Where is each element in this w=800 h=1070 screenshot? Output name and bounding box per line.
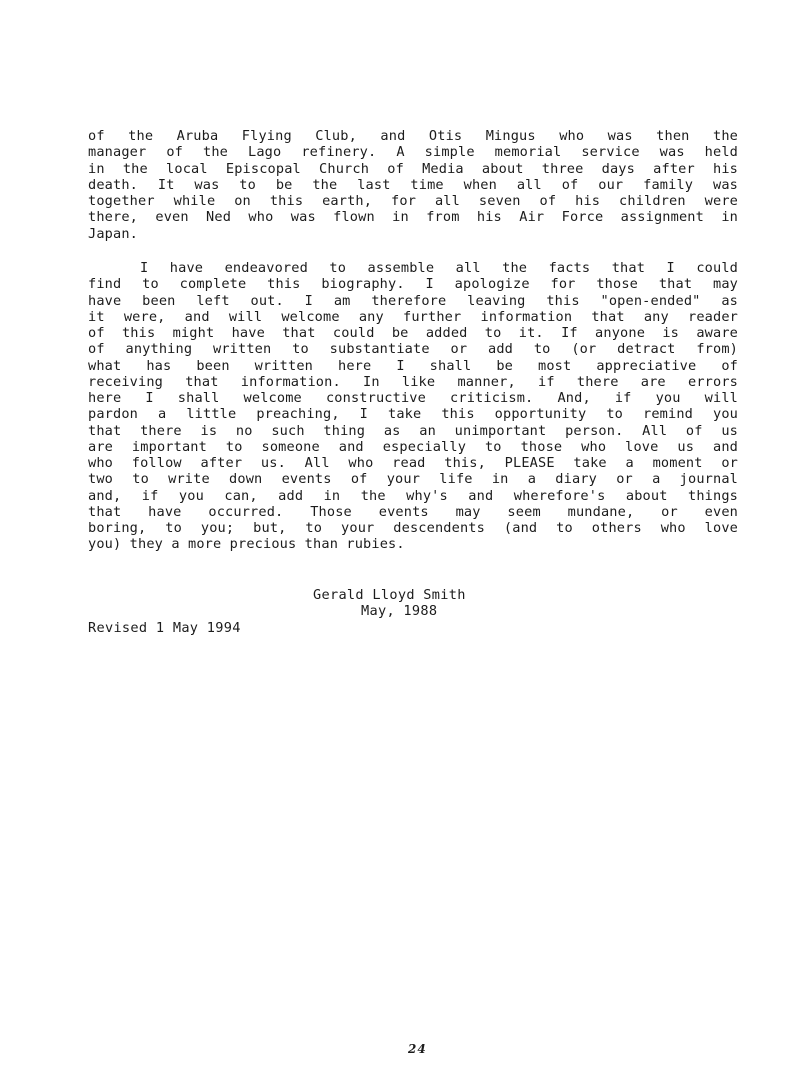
text-line: I have endeavored to assemble all the facts that I could bbox=[140, 260, 738, 276]
text-line: that there is no such thing as an unimportant person. All of us bbox=[88, 422, 738, 439]
text-line: are important to someone and especially to those who love us and bbox=[88, 438, 738, 455]
text-line: it were, and will welcome any further information that any reader bbox=[88, 308, 738, 325]
text-line: you) they a more precious than rubies. bbox=[88, 536, 405, 553]
text-line: there, even Ned who was flown in from his Air Force assignment in bbox=[88, 209, 738, 226]
text-line: boring, to you; but, to your descendents (and to others who love bbox=[88, 520, 738, 536]
text-line: of anything written to substantiate or add to (or detract from) bbox=[88, 341, 738, 358]
text-line: together while on this earth, for all seven of his children were bbox=[88, 193, 738, 209]
text-line: pardon a little preaching, I take this opportunity to remind you bbox=[88, 406, 738, 423]
text-line: who follow after us. All who read this, PLEASE take a moment or bbox=[88, 455, 738, 471]
signature-date: May, 1988 bbox=[361, 603, 438, 619]
paragraph-closing bbox=[88, 260, 738, 553]
text-line: have been left out. I am therefore leaving this "open-ended" as bbox=[88, 292, 738, 309]
text-line: of the Aruba Flying Club, and Otis Mingus who was then the bbox=[88, 128, 738, 144]
text-line: manager of the Lago refinery. A simple memorial service was held bbox=[88, 144, 738, 161]
text-line: find to complete this biography. I apologize for those that may bbox=[88, 276, 738, 293]
page-number: 24 bbox=[408, 1042, 427, 1056]
text-line: and, if you can, add in the why's and wherefore's about things bbox=[88, 487, 738, 504]
paragraph-memorial bbox=[88, 128, 738, 242]
text-line: that have occurred. Those events may seem mundane, or even bbox=[88, 503, 738, 520]
signature-name: Gerald Lloyd Smith bbox=[313, 587, 466, 603]
text-line: here I shall welcome constructive criticism. And, if you will bbox=[88, 390, 738, 406]
revision-note: Revised 1 May 1994 bbox=[88, 620, 241, 636]
text-line: receiving that information. In like manner, if there are errors bbox=[88, 373, 738, 390]
text-line: what has been written here I shall be most appreciative of bbox=[88, 357, 738, 374]
text-line: two to write down events of your life in a diary or a journal bbox=[88, 471, 738, 488]
text-line: death. It was to be the last time when all of our family was bbox=[88, 176, 738, 193]
text-line: Japan. bbox=[88, 225, 139, 242]
text-line: of this might have that could be added to it. If anyone is aware bbox=[88, 325, 738, 341]
text-line: in the local Episcopal Church of Media about three days after his bbox=[88, 160, 738, 177]
